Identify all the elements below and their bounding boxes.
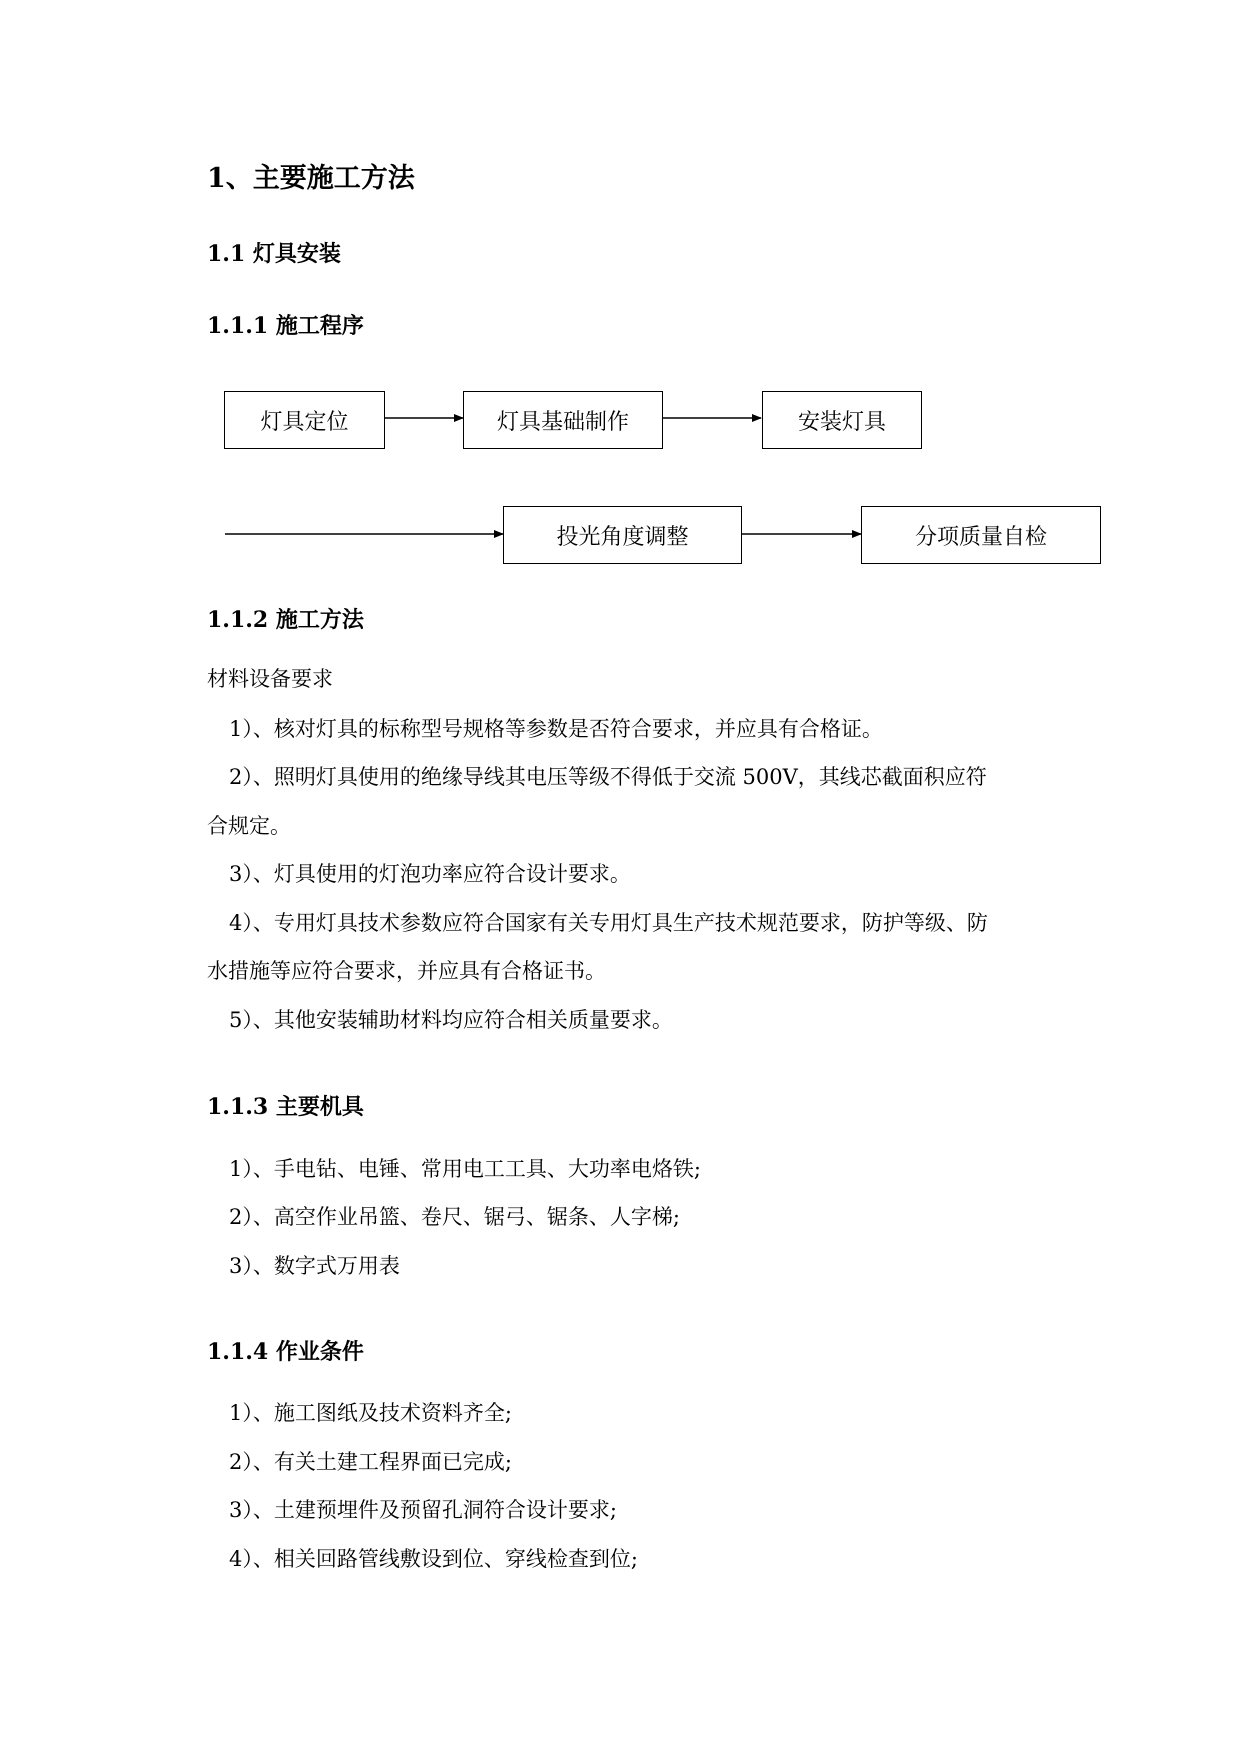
list-item: 4）、专用灯具技术参数应符合国家有关专用灯具生产技术规范要求，防护等级、防 bbox=[229, 911, 988, 935]
list-item: 1）、核对灯具的标称型号规格等参数是否符合要求，并应具有合格证。 bbox=[229, 717, 883, 741]
list-item: 3）、土建预埋件及预留孔洞符合设计要求; bbox=[229, 1498, 617, 1522]
flow-step-self-check: 分项质量自检 bbox=[861, 506, 1101, 564]
flow-step-locate: 灯具定位 bbox=[224, 391, 385, 449]
flow-step-angle-adjust: 投光角度调整 bbox=[503, 506, 742, 564]
list-item-continuation: 水措施等应符合要求，并应具有合格证书。 bbox=[207, 959, 606, 983]
subsection-title-1-1-2: 1.1.2 施工方法 bbox=[207, 607, 364, 633]
list-item: 2）、照明灯具使用的绝缘导线其电压等级不得低于交流 500V，其线芯截面积应符 bbox=[229, 765, 987, 789]
list-item: 3）、数字式万用表 bbox=[229, 1254, 400, 1278]
subsection-title-1-1-1: 1.1.1 施工程序 bbox=[207, 313, 364, 339]
list-item: 3）、灯具使用的灯泡功率应符合设计要求。 bbox=[229, 862, 631, 886]
subsection-title-1-1-3: 1.1.3 主要机具 bbox=[207, 1094, 364, 1120]
subsection-title-1-1-4: 1.1.4 作业条件 bbox=[207, 1339, 364, 1365]
flow-step-install: 安装灯具 bbox=[762, 391, 922, 449]
flow-step-foundation: 灯具基础制作 bbox=[463, 391, 663, 449]
list-item: 5）、其他安装辅助材料均应符合相关质量要求。 bbox=[229, 1008, 673, 1032]
materials-subheading: 材料设备要求 bbox=[207, 667, 333, 691]
list-item: 4）、相关回路管线敷设到位、穿线检查到位; bbox=[229, 1547, 638, 1571]
list-item: 2）、高空作业吊篮、卷尺、锯弓、锯条、人字梯; bbox=[229, 1205, 680, 1229]
section-title: 1、主要施工方法 bbox=[207, 163, 415, 194]
list-item: 1）、施工图纸及技术资料齐全; bbox=[229, 1401, 512, 1425]
subsection-title-1-1: 1.1 灯具安装 bbox=[207, 241, 341, 267]
list-item: 2）、有关土建工程界面已完成; bbox=[229, 1450, 512, 1474]
list-item-continuation: 合规定。 bbox=[207, 814, 291, 838]
list-item: 1）、手电钻、电锤、常用电工工具、大功率电烙铁; bbox=[229, 1157, 701, 1181]
